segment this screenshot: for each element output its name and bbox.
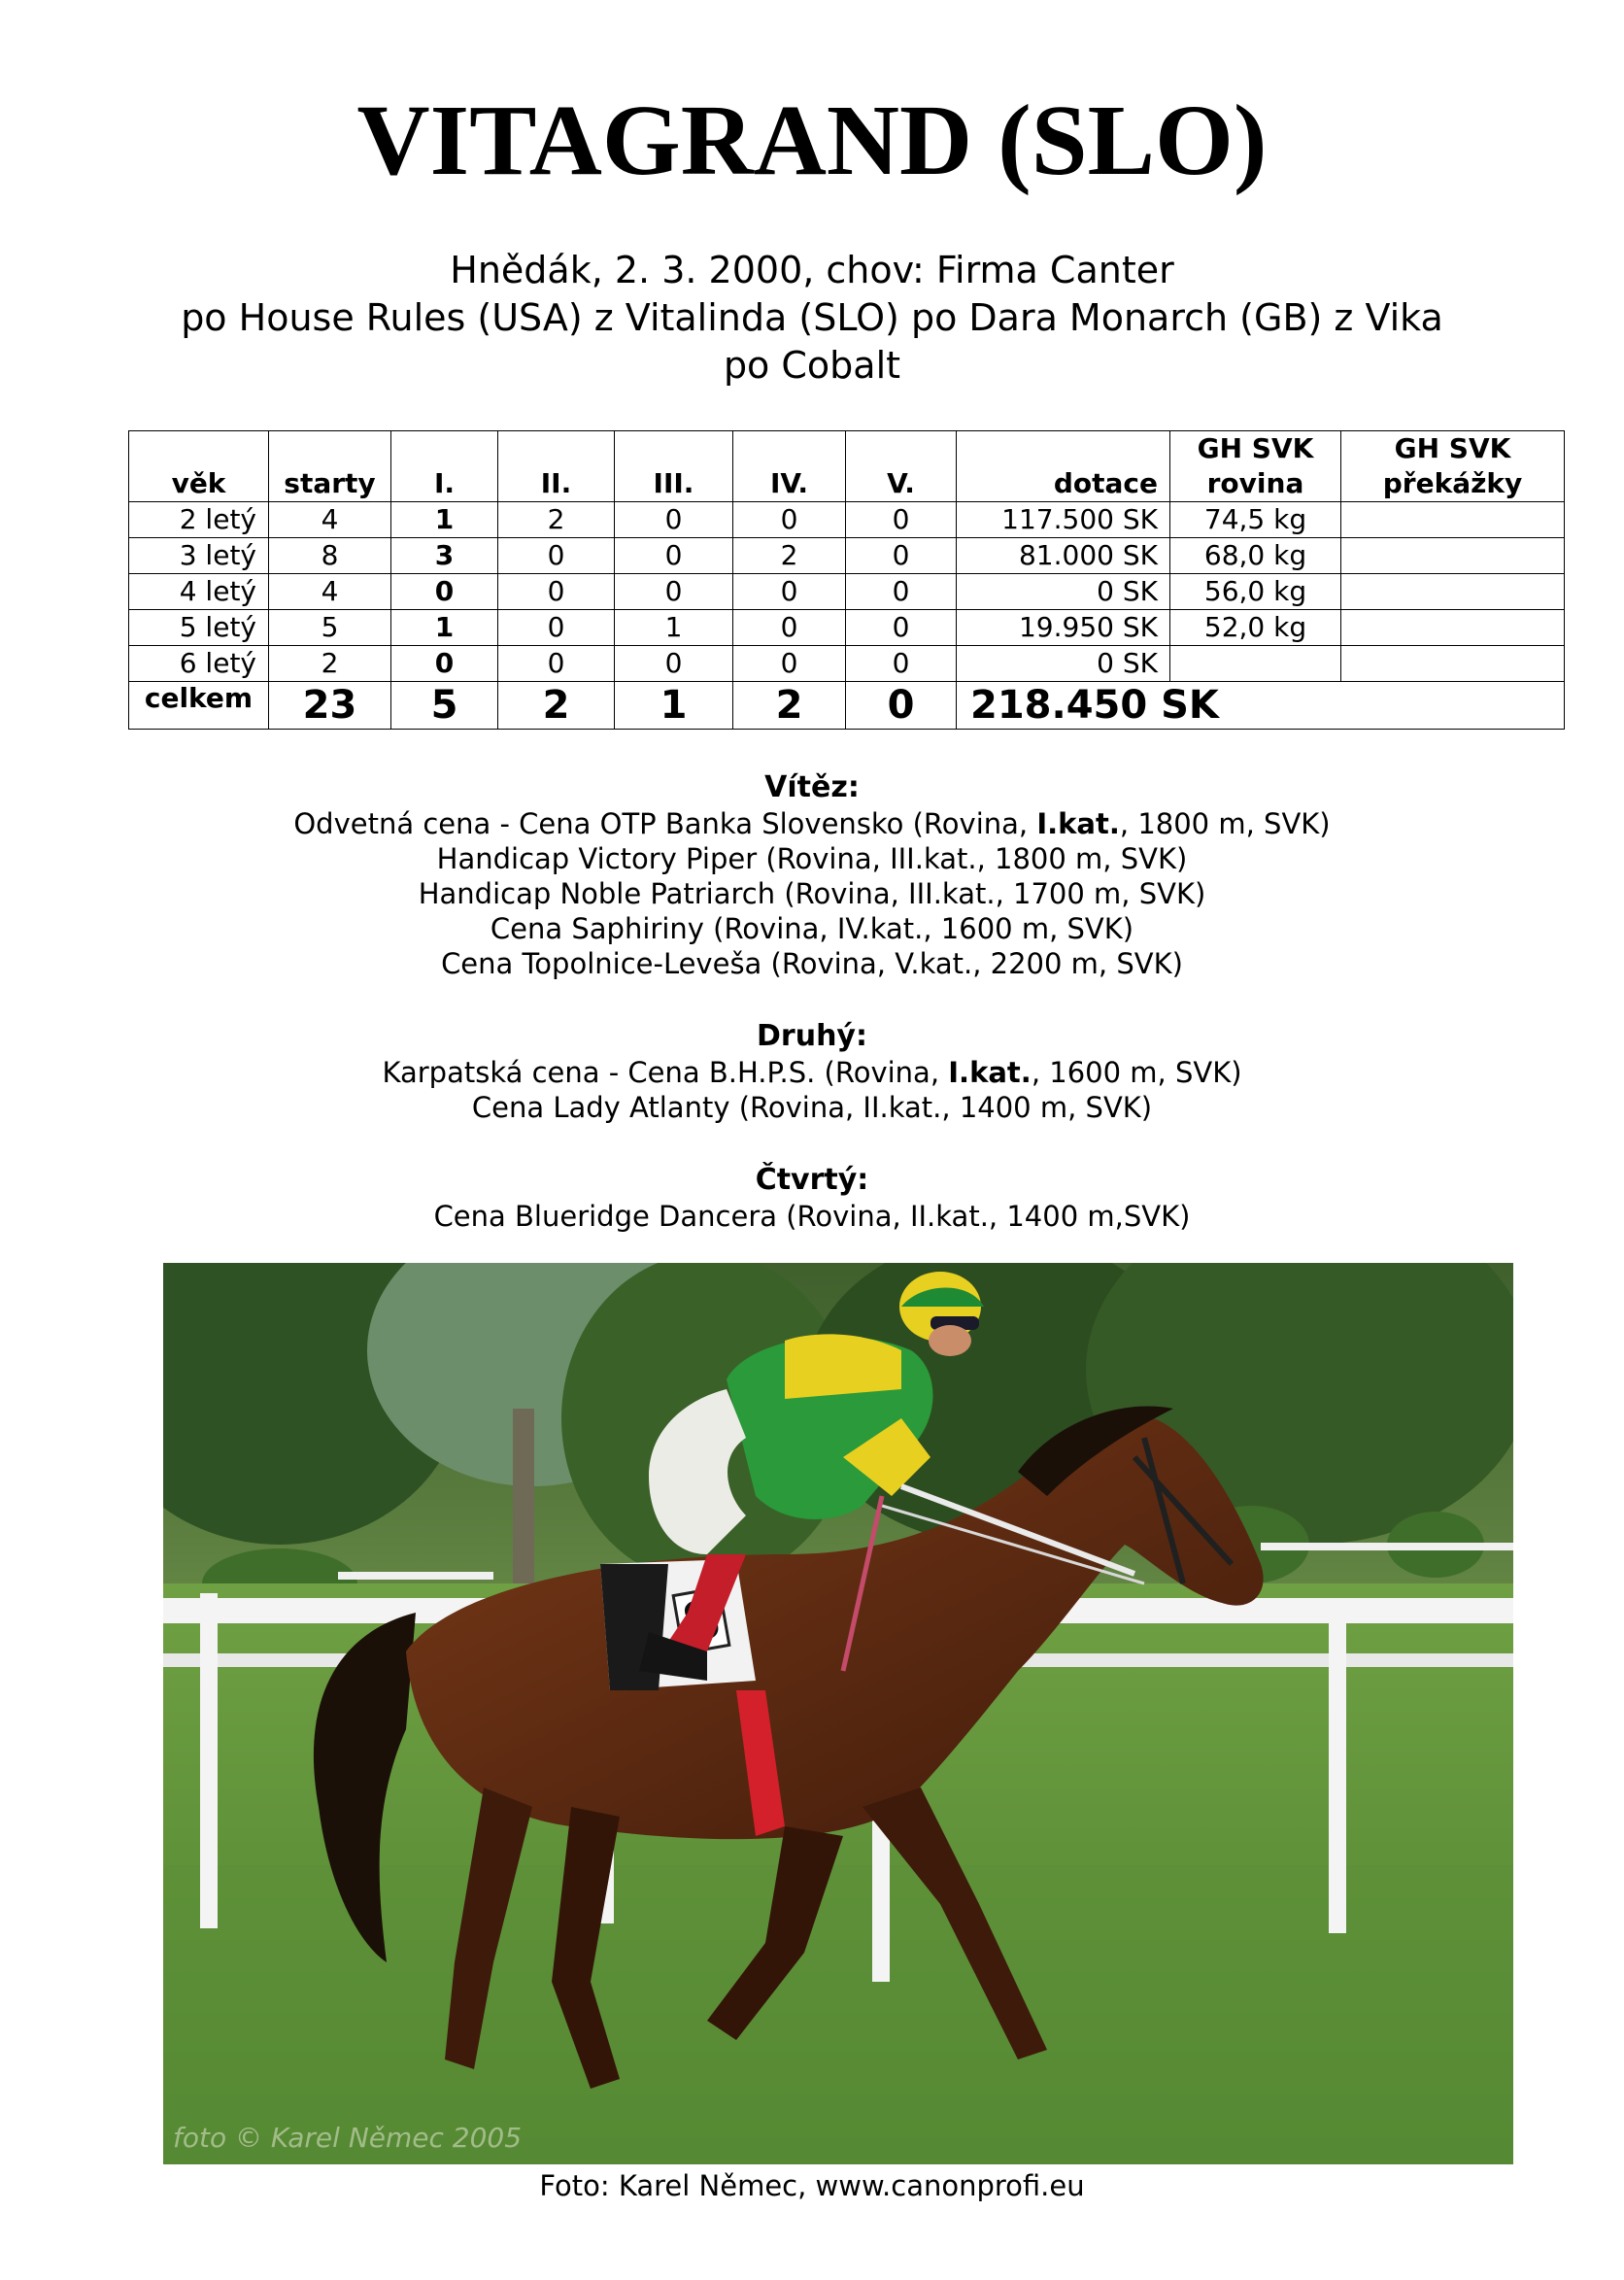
total-p1: 5 (391, 682, 498, 730)
cell-p2: 0 (498, 646, 615, 682)
cell-p5: 0 (846, 538, 957, 574)
cell-flat: 68,0 kg (1170, 538, 1341, 574)
header-gh-flat-bottom: rovina (1206, 467, 1304, 499)
race-result-line (0, 911, 1624, 946)
race-photo-illustration (163, 1263, 1513, 2164)
cell-jump (1341, 538, 1565, 574)
race-text: Odvetná cena - Cena OTP Banka Slovensko (Rovina, (293, 807, 1037, 840)
horse-info-line-2: po House Rules (USA) z Vitalinda (SLO) po Dara Monarch (GB) z Vika (181, 296, 1443, 339)
cell-starts: 5 (269, 610, 391, 646)
cell-age: 3 letý (129, 538, 269, 574)
race-result-line (0, 841, 1624, 876)
race-text: Handicap Noble Patriarch (Rovina, III.kat., 1700 m, SVK) (418, 877, 1206, 910)
race-category-bold: I.kat. (1036, 807, 1120, 840)
second-list (0, 1055, 1624, 1125)
total-label: celkem (129, 682, 269, 730)
header-fourth: IV. (733, 431, 846, 502)
cell-p1: 1 (391, 502, 498, 538)
table-header-row (129, 431, 1565, 502)
cell-p3: 0 (615, 502, 733, 538)
cell-p5: 0 (846, 646, 957, 682)
cell-p4: 0 (733, 574, 846, 610)
cell-p3: 0 (615, 646, 733, 682)
cell-p4: 0 (733, 646, 846, 682)
header-gh-flat (1170, 431, 1341, 502)
race-text: Karpatská cena - Cena B.H.P.S. (Rovina, (382, 1056, 949, 1089)
table-row (129, 502, 1565, 538)
cell-prize: 117.500 SK (957, 502, 1170, 538)
total-prize: 218.450 SK (957, 682, 1565, 730)
photo-watermark: foto © Karel Němec 2005 (173, 2122, 523, 2154)
cell-age: 5 letý (129, 610, 269, 646)
header-gh-flat-top: GH SVK (1197, 432, 1314, 464)
cell-p2: 0 (498, 574, 615, 610)
race-result-line (0, 946, 1624, 981)
total-p5: 0 (846, 682, 957, 730)
header-gh-jump-top: GH SVK (1394, 432, 1511, 464)
cell-flat: 74,5 kg (1170, 502, 1341, 538)
cell-p5: 0 (846, 574, 957, 610)
table-row (129, 646, 1565, 682)
cell-age: 2 letý (129, 502, 269, 538)
cell-jump (1341, 610, 1565, 646)
race-result-line (0, 876, 1624, 911)
cell-age: 6 letý (129, 646, 269, 682)
horse-info-line-3: po Cobalt (723, 344, 901, 387)
cell-prize: 0 SK (957, 574, 1170, 610)
race-text: Cena Lady Atlanty (Rovina, II.kat., 1400 m, SVK) (471, 1091, 1153, 1124)
header-gh-jump (1341, 431, 1565, 502)
cell-p3: 0 (615, 538, 733, 574)
fourth-heading: Čtvrtý: (755, 1163, 869, 1197)
race-text-end: , 1600 m, SVK) (1031, 1056, 1242, 1089)
header-prize: dotace (957, 431, 1170, 502)
cell-jump (1341, 646, 1565, 682)
cell-p3: 0 (615, 574, 733, 610)
cell-starts: 8 (269, 538, 391, 574)
cell-flat (1170, 646, 1341, 682)
cell-starts: 4 (269, 502, 391, 538)
cell-p3: 1 (615, 610, 733, 646)
cell-starts: 4 (269, 574, 391, 610)
total-starts: 23 (269, 682, 391, 730)
race-text: Handicap Victory Piper (Rovina, III.kat., 1800 m, SVK) (436, 842, 1188, 875)
cell-age: 4 letý (129, 574, 269, 610)
race-result-line (0, 806, 1624, 841)
race-stats-table (128, 430, 1565, 730)
race-result-line (0, 1090, 1624, 1125)
cell-jump (1341, 574, 1565, 610)
cell-flat: 52,0 kg (1170, 610, 1341, 646)
cell-p4: 0 (733, 610, 846, 646)
race-text: Cena Topolnice-Leveša (Rovina, V.kat., 2200 m, SVK) (441, 947, 1183, 980)
fourth-list (0, 1199, 1624, 1234)
cell-p1: 1 (391, 610, 498, 646)
cell-starts: 2 (269, 646, 391, 682)
cell-p4: 2 (733, 538, 846, 574)
total-p3: 1 (615, 682, 733, 730)
header-first: I. (391, 431, 498, 502)
race-photo (163, 1263, 1513, 2164)
header-gh-jump-bottom: překážky (1382, 467, 1523, 499)
table-row (129, 538, 1565, 574)
cell-prize: 19.950 SK (957, 610, 1170, 646)
table-body (129, 502, 1565, 730)
results-block (0, 769, 1624, 1234)
total-p4: 2 (733, 682, 846, 730)
second-heading: Druhý: (757, 1019, 867, 1053)
cell-p2: 0 (498, 610, 615, 646)
table-row (129, 574, 1565, 610)
header-fifth: V. (846, 431, 957, 502)
race-text: Cena Blueridge Dancera (Rovina, II.kat., 1400 m,SVK) (433, 1200, 1191, 1233)
table-total-row (129, 682, 1565, 730)
cell-p1: 3 (391, 538, 498, 574)
race-result-line (0, 1055, 1624, 1090)
horse-info-line-1: Hnědák, 2. 3. 2000, chov: Firma Canter (450, 249, 1174, 291)
cell-prize: 0 SK (957, 646, 1170, 682)
header-starts: starty (269, 431, 391, 502)
race-text: Cena Saphiriny (Rovina, IV.kat., 1600 m, SVK) (490, 912, 1134, 945)
cell-p4: 0 (733, 502, 846, 538)
cell-prize: 81.000 SK (957, 538, 1170, 574)
header-second: II. (498, 431, 615, 502)
winner-heading: Vítěz: (764, 770, 860, 804)
photo-caption: Foto: Karel Němec, www.canonprofi.eu (539, 2169, 1085, 2202)
cell-p1: 0 (391, 646, 498, 682)
cell-jump (1341, 502, 1565, 538)
total-p2: 2 (498, 682, 615, 730)
cell-p1: 0 (391, 574, 498, 610)
winner-list (0, 806, 1624, 981)
header-third: III. (615, 431, 733, 502)
horse-info (0, 247, 1624, 390)
cell-p5: 0 (846, 502, 957, 538)
table-row (129, 610, 1565, 646)
page-title: VITAGRAND (SLO) (356, 85, 1268, 196)
race-result-line (0, 1199, 1624, 1234)
cell-p2: 0 (498, 538, 615, 574)
cell-p5: 0 (846, 610, 957, 646)
cell-p2: 2 (498, 502, 615, 538)
race-text-end: , 1800 m, SVK) (1119, 807, 1331, 840)
race-category-bold: I.kat. (948, 1056, 1032, 1089)
cell-flat: 56,0 kg (1170, 574, 1341, 610)
header-age: věk (129, 431, 269, 502)
